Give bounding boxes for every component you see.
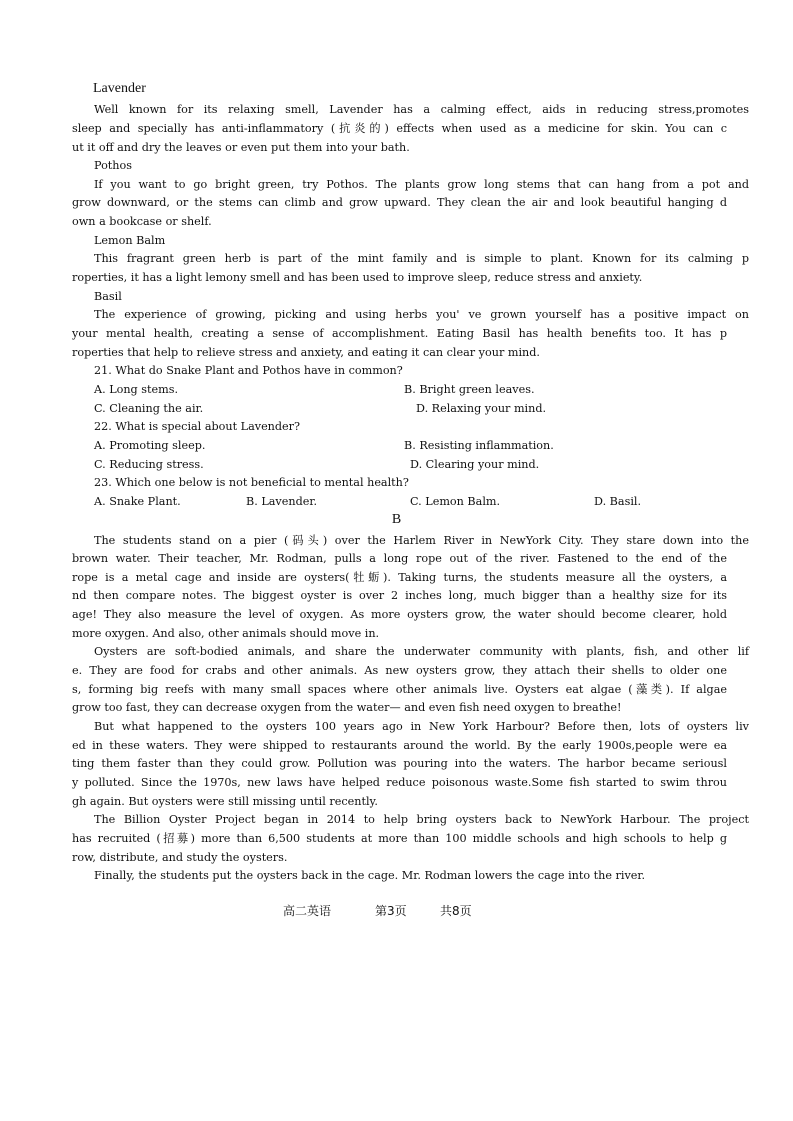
passage-b-line: e. They are food for crabs and other animals. As new oysters grow, they attach their shells to older one bbox=[72, 664, 727, 677]
passage-b-line: brown water. Their teacher, Mr. Rodman, pulls a long rope out of the river. Fastened to the end of the bbox=[72, 552, 727, 565]
passage-b-line: The students stand on a pier (码头) over the Harlem River in NewYork City. They stare down into the bbox=[94, 534, 749, 547]
lemon-balm-line: roperties, it has a light lemony smell and has been used to improve sleep, reduce stress and anxiety. bbox=[72, 271, 643, 284]
q22-option-d: D. Clearing your mind. bbox=[410, 458, 540, 471]
lavender-heading: Lavender bbox=[93, 81, 146, 96]
q23-option-a: A. Snake Plant. bbox=[94, 495, 181, 508]
passage-b-line: age! They also measure the level of oxygen. As more oysters grow, the water should become clearer, hold bbox=[72, 608, 727, 621]
basil-line: The experience of growing, picking and using herbs you' ve grown yourself has a positive impact on bbox=[94, 308, 749, 321]
q23-option-d: D. Basil. bbox=[594, 495, 642, 508]
passage-b-line: y polluted. Since the 1970s, new laws have helped reduce poisonous waste.Some fish started to swim throu bbox=[72, 776, 727, 789]
passage-b-line: grow too fast, they can decrease oxygen from the water— and even fish need oxygen to breathe! bbox=[72, 701, 622, 714]
footer-subject: 高二英语 bbox=[283, 904, 332, 918]
passage-b-line: nd then compare notes. The biggest oyster is over 2 inches long, much bigger than a healthy size for its bbox=[72, 589, 727, 602]
question-21: 21. What do Snake Plant and Pothos have in common? bbox=[94, 364, 403, 377]
passage-b-line: has recruited (招募) more than 6,500 students at more than 100 middle schools and high schools to help g bbox=[72, 832, 727, 845]
passage-b-line: The Billion Oyster Project began in 2014 to help bring oysters back to NewYork Harbour. The project bbox=[94, 813, 749, 826]
q21-option-c: C. Cleaning the air. bbox=[94, 402, 204, 415]
q23-option-c: C. Lemon Balm. bbox=[410, 495, 501, 508]
lemon-balm-heading: Lemon Balm bbox=[94, 234, 166, 247]
q21-option-d: D. Relaxing your mind. bbox=[416, 402, 547, 415]
passage-b-line: rope is a metal cage and inside are oysters(牡蛎). Taking turns, the students measure all the oysters, a bbox=[72, 571, 727, 584]
pothos-heading: Pothos bbox=[94, 159, 132, 172]
q21-option-b: B. Bright green leaves. bbox=[404, 383, 535, 396]
basil-line: your mental health, creating a sense of accomplishment. Eating Basil has health benefits too. It has p bbox=[72, 327, 727, 340]
pothos-line: grow downward, or the stems can climb and grow upward. They clean the air and look beautiful hanging d bbox=[72, 196, 727, 209]
passage-b-line: ed in these waters. They were shipped to restaurants around the world. By the early 1900s,people were ea bbox=[72, 739, 727, 752]
q22-option-b: B. Resisting inflammation. bbox=[404, 439, 554, 452]
question-23: 23. Which one below is not beneficial to mental health? bbox=[94, 476, 409, 489]
footer-total-pages: 共8页 bbox=[440, 904, 472, 918]
pothos-line: If you want to go bright green, try Pothos. The plants grow long stems that can hang from a pot and bbox=[94, 178, 749, 191]
passage-b-line: row, distribute, and study the oysters. bbox=[72, 851, 288, 864]
passage-b-line: ting them faster than they could grow. Pollution was pouring into the waters. The harbor became seriousl bbox=[72, 757, 727, 770]
q21-option-a: A. Long stems. bbox=[94, 383, 179, 396]
passage-b-line: gh again. But oysters were still missing until recently. bbox=[72, 795, 378, 808]
basil-line: roperties that help to relieve stress and anxiety, and eating it can clear your mind. bbox=[72, 346, 540, 359]
q23-option-b: B. Lavender. bbox=[246, 495, 318, 508]
question-22: 22. What is special about Lavender? bbox=[94, 420, 301, 433]
section-b-heading: B bbox=[391, 512, 402, 527]
passage-b-line: But what happened to the oysters 100 years ago in New York Harbour? Before then, lots of oysters liv bbox=[94, 720, 749, 733]
passage-b-line: Oysters are soft-bodied animals, and share the underwater community with plants, fish, and other lif bbox=[94, 645, 749, 658]
passage-b-line: more oxygen. And also, other animals should move in. bbox=[72, 627, 380, 640]
lemon-balm-line: This fragrant green herb is part of the mint family and is simple to plant. Known for its calming p bbox=[94, 252, 749, 265]
pothos-line: own a bookcase or shelf. bbox=[72, 215, 212, 228]
q22-option-a: A. Promoting sleep. bbox=[94, 439, 206, 452]
passage-b-line: Finally, the students put the oysters back in the cage. Mr. Rodman lowers the cage into the river. bbox=[94, 869, 646, 882]
lavender-line: ut it off and dry the leaves or even put them into your bath. bbox=[72, 141, 410, 154]
lavender-line: Well known for its relaxing smell, Lavender has a calming effect, aids in reducing stress,promotes bbox=[94, 103, 749, 116]
footer-page-number: 第3页 bbox=[375, 904, 407, 918]
lavender-line: sleep and specially has anti-inflammatory (抗炎的) effects when used as a medicine for skin. You can c bbox=[72, 122, 727, 135]
q22-option-c: C. Reducing stress. bbox=[94, 458, 204, 471]
basil-heading: Basil bbox=[94, 290, 122, 303]
passage-b-line: s, forming big reefs with many small spaces where other animals live. Oysters eat algae (藻类). If algae bbox=[72, 683, 727, 696]
